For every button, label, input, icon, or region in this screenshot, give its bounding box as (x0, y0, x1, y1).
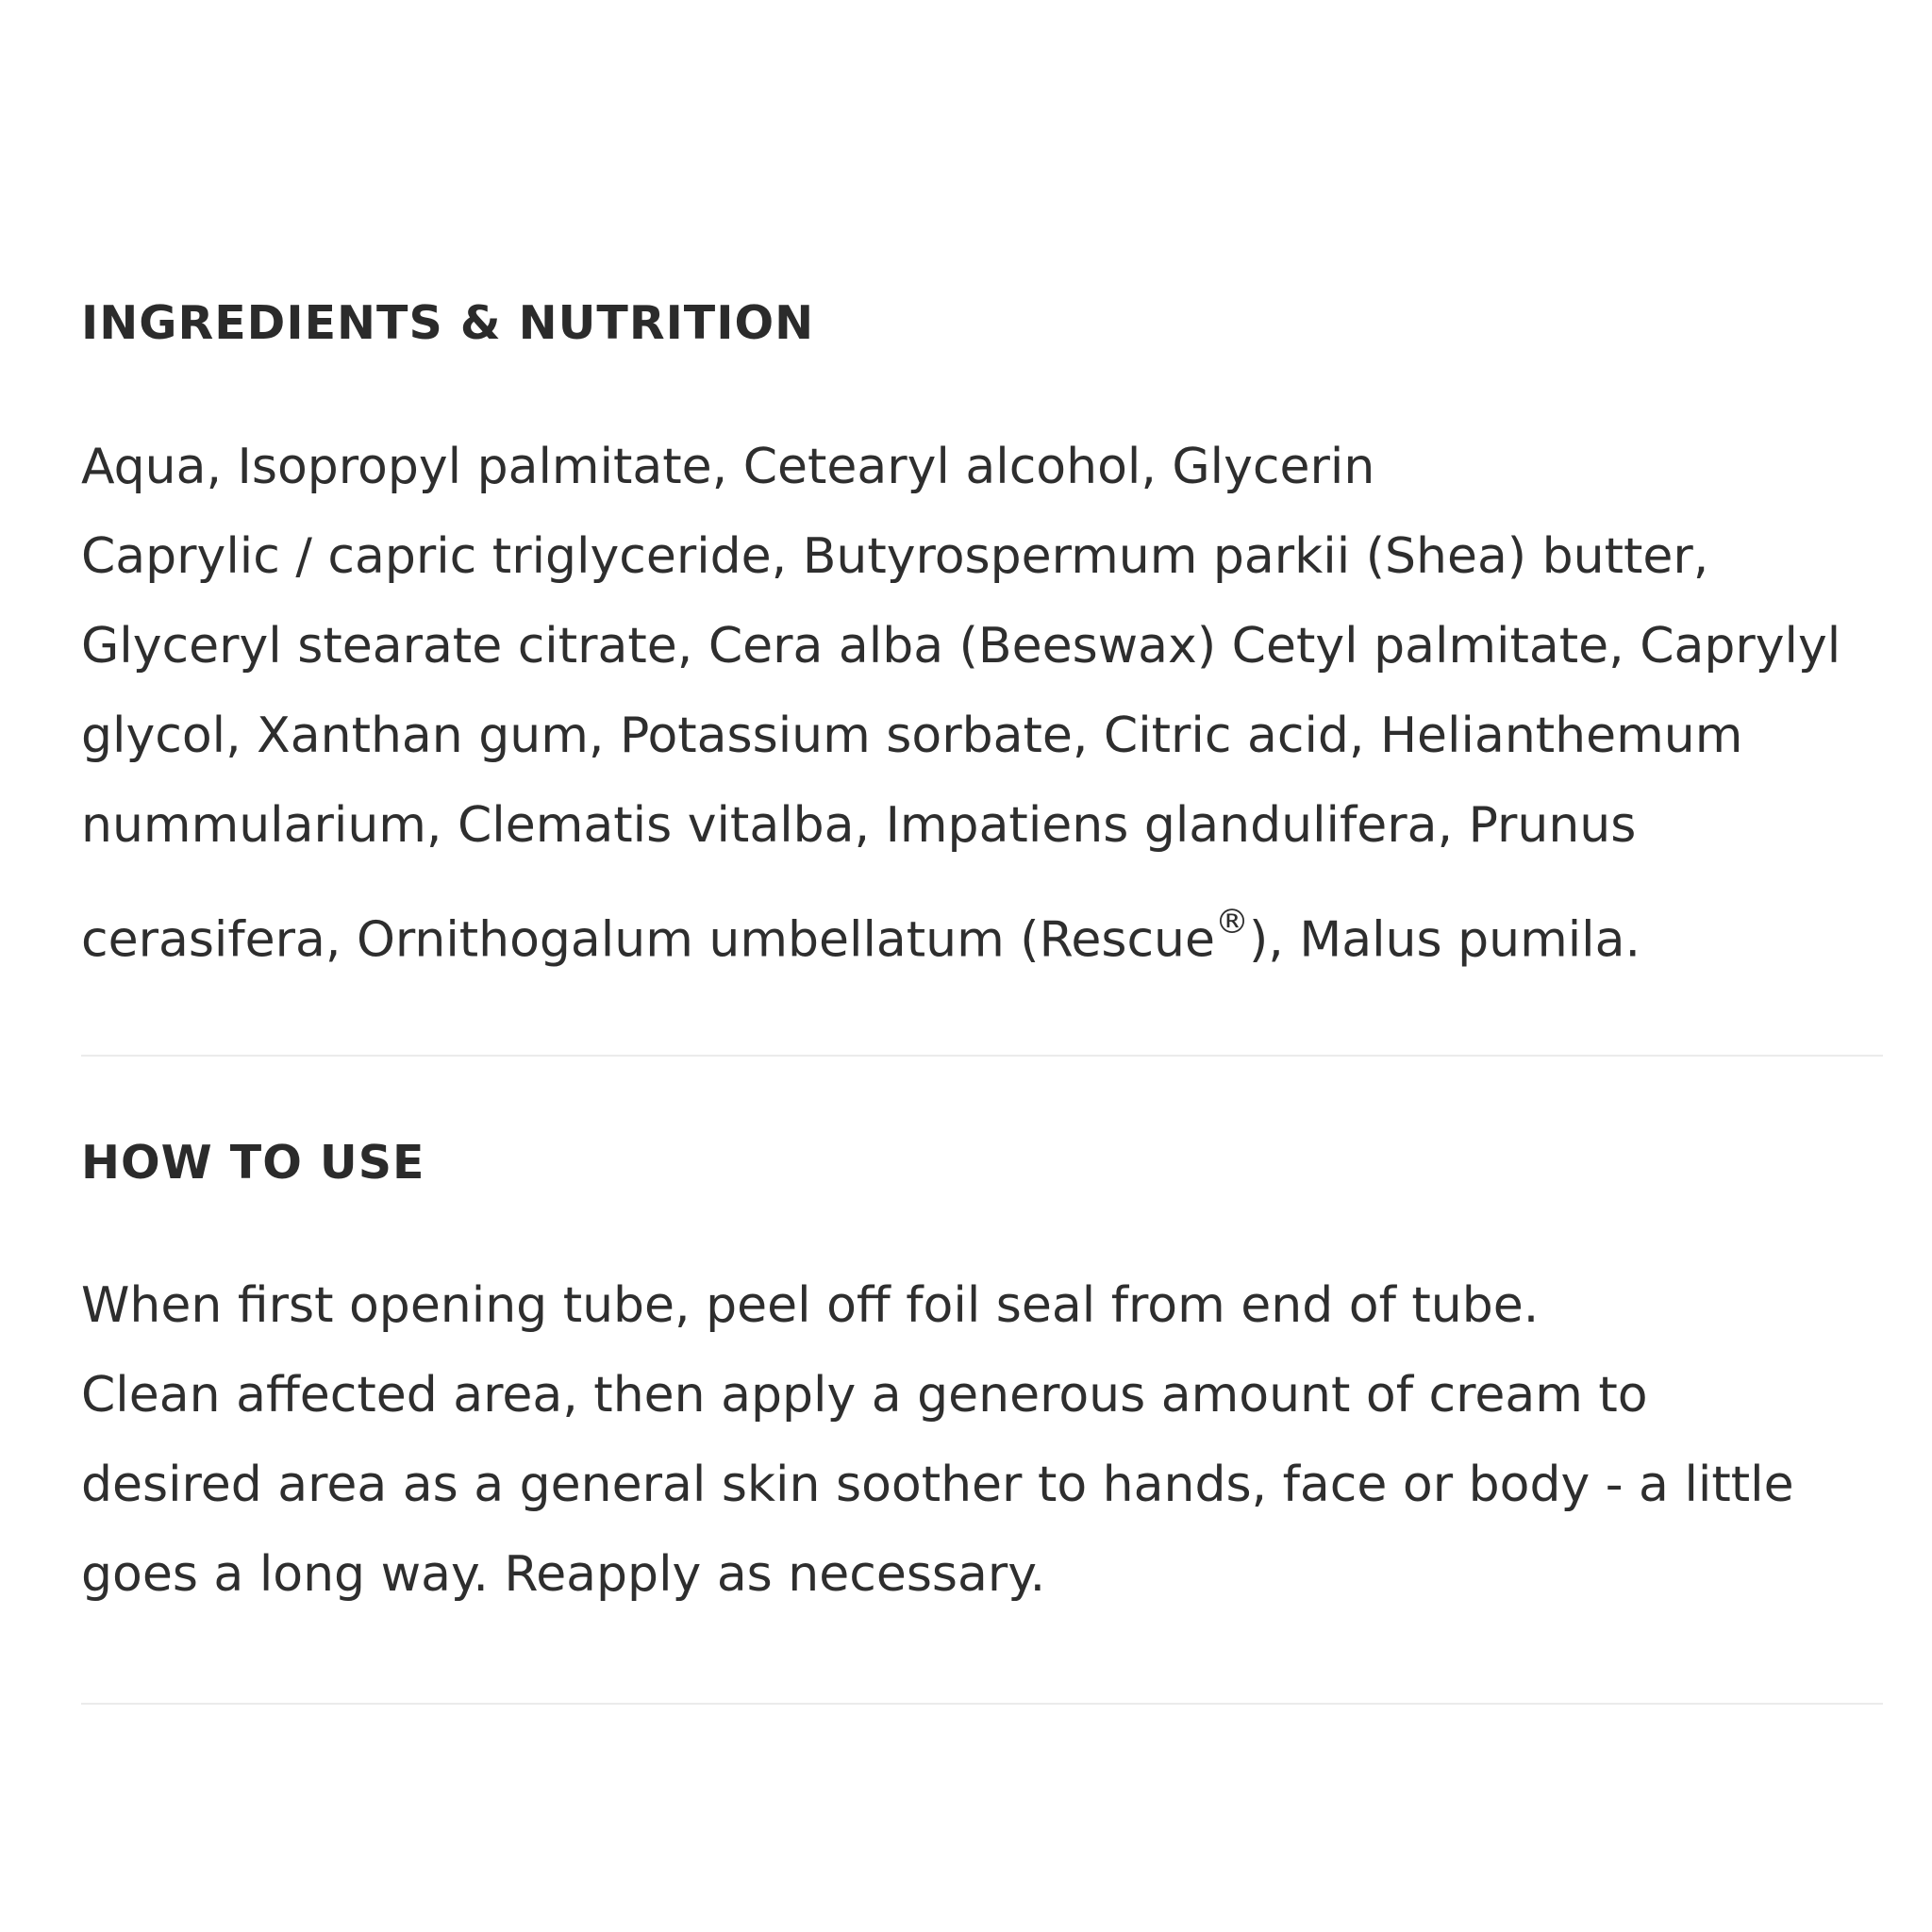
ingredients-line: Glyceryl stearate citrate, Cera alba (Beeswax) Cetyl palmitate, Caprylyl (81, 618, 1841, 675)
how-to-use-line: goes a long way. Reapply as necessary. (81, 1546, 1046, 1603)
ingredients-line: nummularium, Clematis vitalba, Impatiens glandulifera, Prunus (81, 797, 1637, 854)
ingredients-line: Aqua, Isopropyl palmitate, Cetearyl alcohol, Glycerin (81, 439, 1375, 495)
ingredients-heading: INGREDIENTS & NUTRITION (81, 296, 815, 350)
section-divider (81, 1055, 1883, 1057)
ingredients-line-last (81, 871, 1840, 997)
ingredients-text (81, 423, 1840, 997)
how-to-use-line: Clean affected area, then apply a generous amount of cream to (81, 1367, 1648, 1424)
ingredients-line: glycol, Xanthan gum, Potassium sorbate, Citric acid, Helianthemum (81, 708, 1743, 764)
how-to-use-heading: HOW TO USE (81, 1136, 425, 1190)
ingredients-line-last-start: cerasifera, Ornithogalum umbellatum (Rescue (81, 911, 1215, 969)
how-to-use-line: desired area as a general skin soother to hands, face or body - a little (81, 1457, 1794, 1513)
how-to-use-text (81, 1261, 1794, 1620)
ingredients-line: Caprylic / capric triglyceride, Butyrospermum parkii (Shea) butter, (81, 528, 1709, 585)
how-to-use-line: When first opening tube, peel off foil seal from end of tube. (81, 1277, 1540, 1334)
registered-mark: ® (1215, 903, 1249, 941)
ingredients-line-last-end: ), Malus pumila. (1249, 911, 1641, 969)
section-divider (81, 1703, 1883, 1705)
